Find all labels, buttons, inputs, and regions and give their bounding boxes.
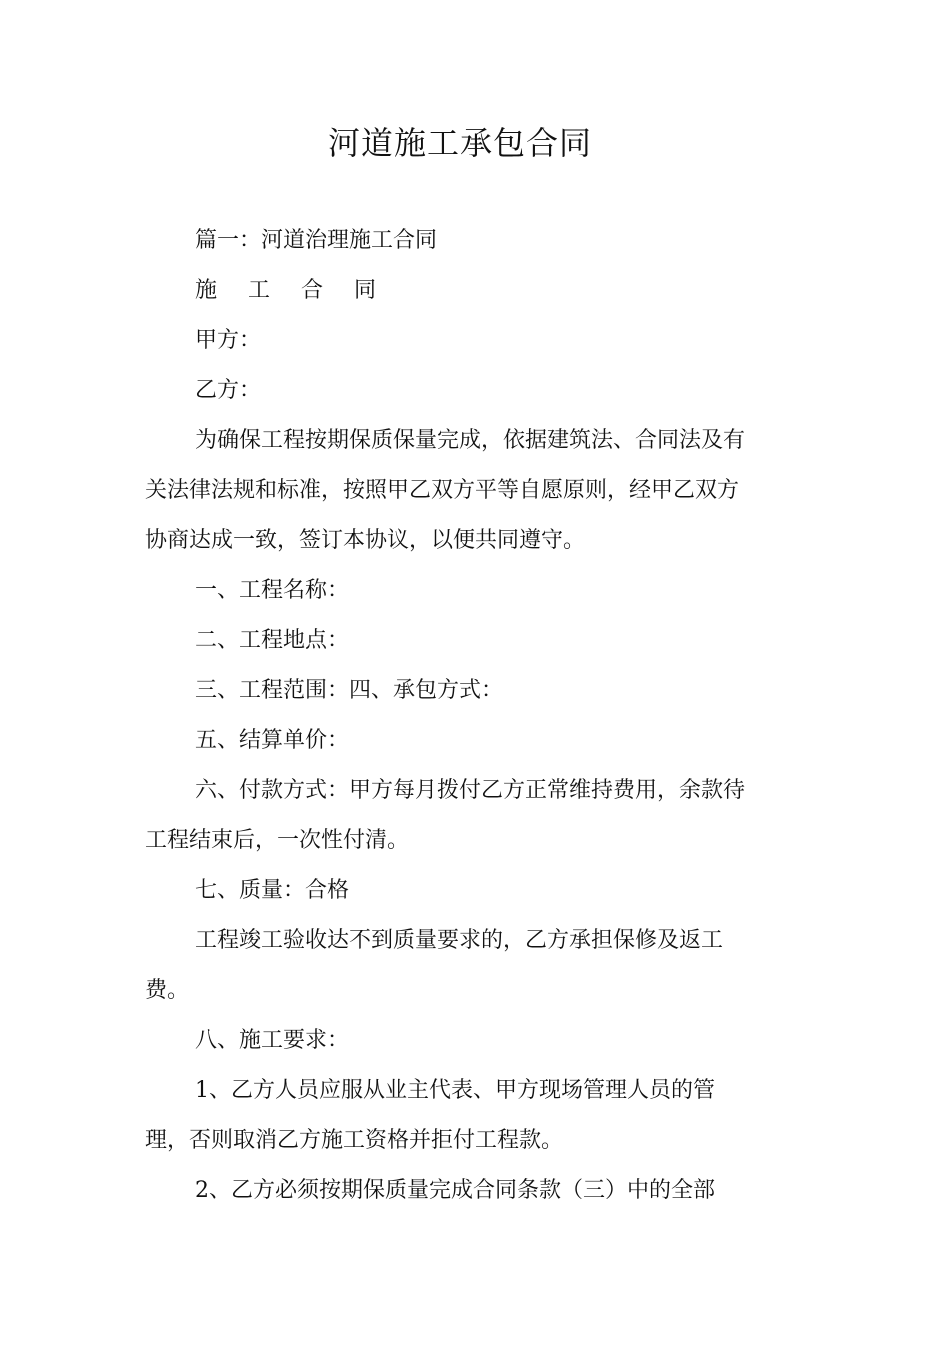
clause-project-name: 一、工程名称： — [195, 578, 350, 603]
clause-project-location: 二、工程地点： — [195, 628, 350, 653]
clause-unit-price: 五、结算单价： — [195, 728, 350, 753]
clause-scope-and-method: 三、工程范围：四、承包方式： — [195, 678, 504, 703]
clause-payment: 六、付款方式：甲方每月拨付乙方正常维持费用，余款待工程结束后，一次性付清。 — [145, 778, 746, 853]
clause-construction-requirements: 八、施工要求： — [195, 1028, 350, 1053]
clause-quality: 七、质量：合格 — [195, 878, 350, 903]
contract-heading: 施 工 合 同 — [195, 278, 388, 303]
document-body — [145, 216, 745, 1216]
party-a-label: 甲方： — [195, 328, 262, 353]
document-title: 河道施工承包合同 — [327, 124, 592, 162]
section-heading: 篇一：河道治理施工合同 — [195, 228, 438, 253]
requirement-item-1: 1、乙方人员应服从业主代表、甲方现场管理人员的管理，否则取消乙方施工资格并拒付工程款。 — [145, 1078, 715, 1153]
quality-note: 工程竣工验收达不到质量要求的，乙方承担保修及返工费。 — [145, 928, 724, 1003]
requirement-item-2: 2、乙方必须按期保质量完成合同条款（三）中的全部 — [195, 1178, 715, 1203]
preamble-paragraph: 为确保工程按期保质保量完成，依据建筑法、合同法及有关法律法规和标准，按照甲乙双方平等自愿原则，经甲乙双方协商达成一致，签订本协议，以便共同遵守。 — [145, 428, 746, 553]
party-b-label: 乙方： — [195, 378, 262, 403]
